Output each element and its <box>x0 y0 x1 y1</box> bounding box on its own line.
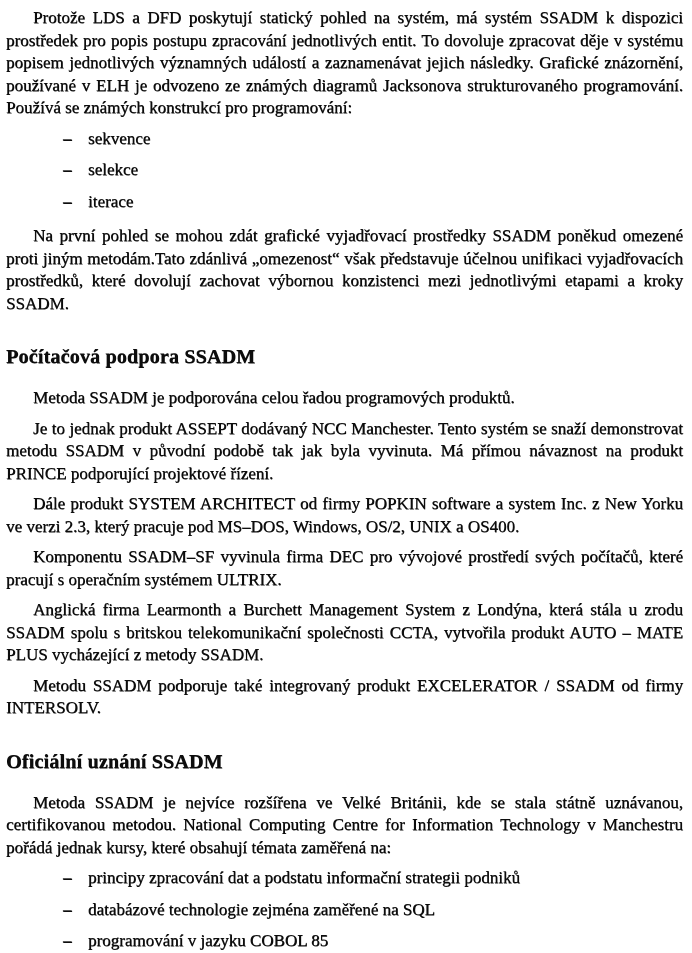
paragraph-assept: Je to jednak produkt ASSEPT dodávaný NCC Manchester. Tento systém se snaží demonstrovat metodu SSADM v původní podobě tak jak byla vyvinuta. Má přímou návaznost na produkt PRINCE podporující projektové řízení. <box>6 418 683 483</box>
list-item <box>6 899 683 922</box>
dash-bullet-icon: – <box>63 191 72 211</box>
paragraph-intro: Protože LDS a DFD poskytují statický pohled na systém, má systém SSADM k dispozici prostředek pro popis postupu zpracování jednotlivých entit. To dovoluje zpracovat děje v systému popisem jednotlivých významných událostí a zaznamenávat jejich následky. Grafické znázornění, používané v ELH je odvozeno ze známých diagramů Jacksonova strukturovaného programování. Používá se známých konstrukcí pro programování: <box>6 8 683 117</box>
paragraph-metoda-podporovana: Metoda SSADM je podporována celou řadou programových produktů. <box>33 388 515 407</box>
list-item <box>6 128 683 151</box>
list-item-label: databázové technologie zejména zaměřené na SQL <box>88 899 435 919</box>
list-item-label: iterace <box>88 191 134 211</box>
list-item-label: selekce <box>88 160 139 179</box>
list-course-topics <box>6 867 683 953</box>
paragraph-omezenost: Na první pohled se mohou zdát grafické vyjadřovací prostředky SSADM poněkud omezené proti jiným metodám.Tato zdánlivá „omezenost“ však představuje účelnou unifikaci vyjadřovacích prostředků, které dovolují zachovat výbornou konzistenci mezi jednotlivými etapami a kroky SSADM. <box>6 226 683 313</box>
paragraph-learmonth: Anglická firma Learmonth a Burchett Management System z Londýna, která stála u zrodu SSADM spolu s britskou telekomunikační společnosti CCTA, vytvořila produkt AUTO – MATE PLUS vycházející z metody SSADM. <box>6 600 683 664</box>
paragraph-ssadm-sf: Komponentu SSADM–SF vyvinula firma DEC pro vývojové prostředí svých počítačů, které pracují s operačním systémem ULTRIX. <box>6 547 683 589</box>
dash-bullet-icon: – <box>63 868 72 887</box>
paragraph-uznani: Metoda SSADM je nejvíce rozšířena ve Velké Británii, kde se stala státně uznávanou, certifikovanou metodou. National Computing Centre for Information Technology v Manchestru pořádá jednak kursy, které obsahují témata zaměřená na: <box>6 792 683 857</box>
list-item-label: programování v jazyku COBOL 85 <box>88 931 329 950</box>
paragraph-system-architect: Dále produkt SYSTEM ARCHITECT od firmy POPKIN software a system Inc. z New Yorku ve verzi 2.3, který pracuje pod MS–DOS, Windows, OS/2, UNIX a OS400. <box>6 494 683 536</box>
list-item <box>6 867 683 890</box>
list-item <box>6 930 683 953</box>
dash-bullet-icon: – <box>63 931 72 950</box>
list-programming-constructs <box>6 128 683 214</box>
dash-bullet-icon: – <box>63 128 72 148</box>
list-item-label: principy zpracování dat a podstatu informační strategii podniků <box>88 868 520 887</box>
section-heading-uznani: Oficiální uznání SSADM <box>6 750 223 773</box>
paragraph-excelerator: Metodu SSADM podporuje také integrovaný produkt EXCELERATOR / SSADM od firmy INTERSOLV. <box>6 675 683 717</box>
list-item <box>6 191 683 214</box>
section-heading-podpora: Počítačová podpora SSADM <box>6 346 256 368</box>
list-item <box>6 159 683 182</box>
dash-bullet-icon: – <box>63 160 72 179</box>
dash-bullet-icon: – <box>63 899 72 919</box>
list-item-label: sekvence <box>88 128 151 148</box>
